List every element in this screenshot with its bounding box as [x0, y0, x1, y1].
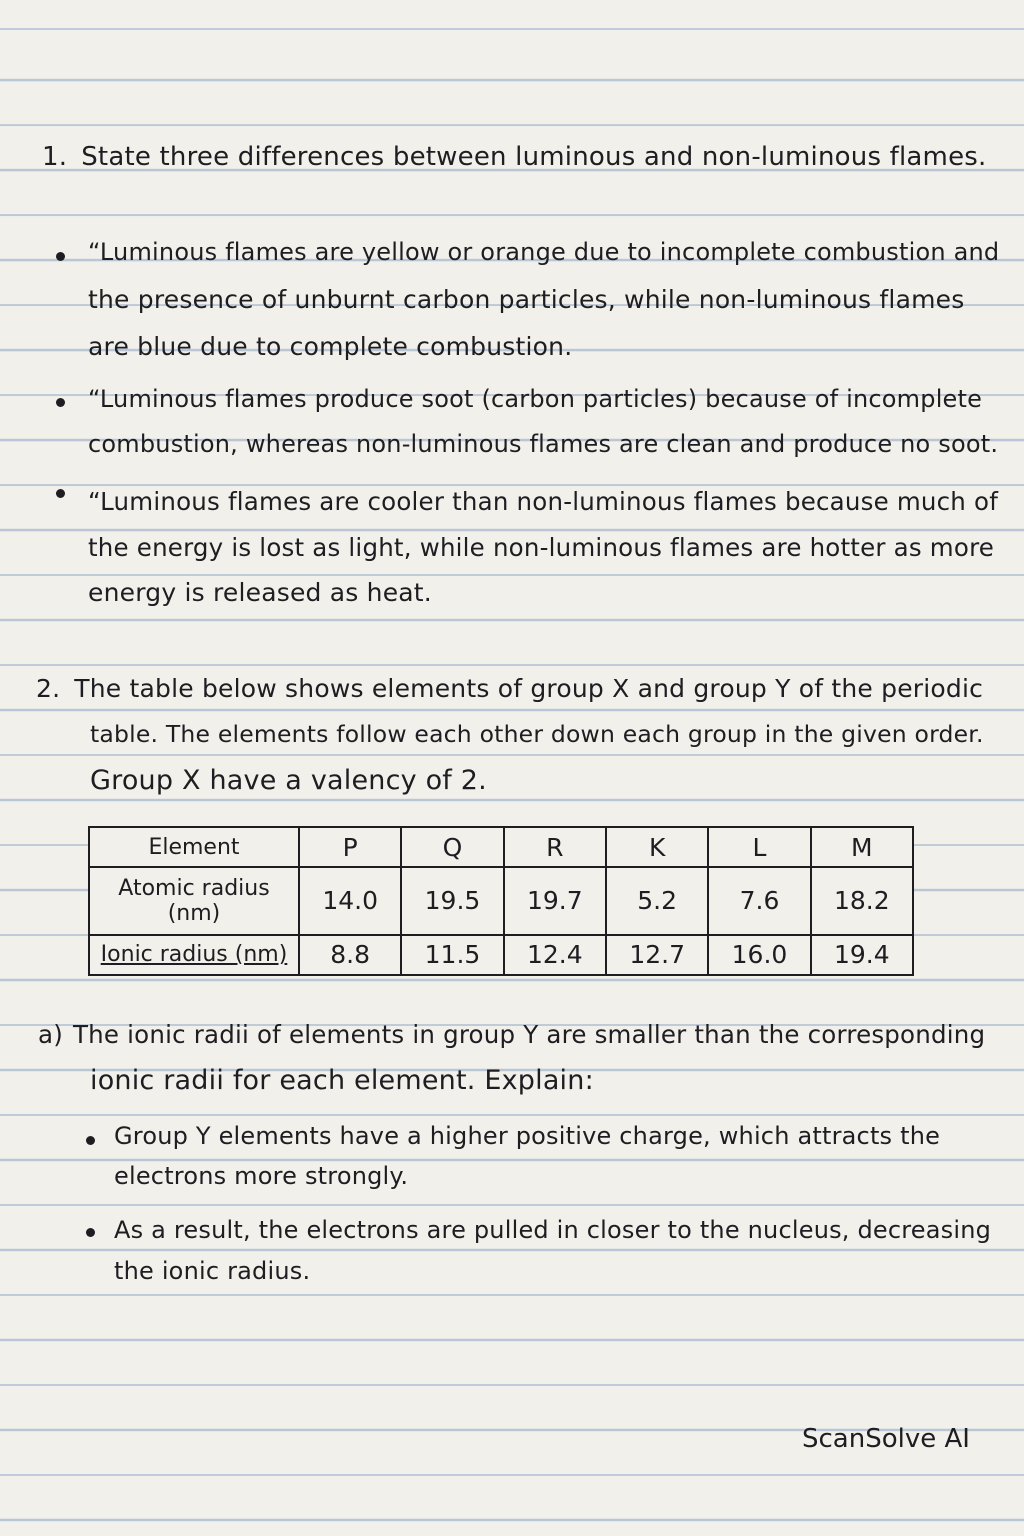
brand-watermark: ScanSolve AI [802, 1424, 970, 1454]
table-header-cell: Q [401, 827, 503, 867]
table-row [89, 935, 913, 975]
table-row-label: Atomic radius (nm) [89, 867, 299, 935]
part-a-answer-2-line-2: the ionic radius. [114, 1257, 311, 1285]
table-cell: 18.2 [811, 867, 913, 935]
question-1-number: 1. [42, 142, 68, 172]
table-cell: 14.0 [299, 867, 401, 935]
table-cell: 11.5 [401, 935, 503, 975]
part-a-line-2: ionic radii for each element. Explain: [90, 1065, 594, 1096]
table-header-cell: L [708, 827, 810, 867]
table-cell: 16.0 [708, 935, 810, 975]
question-2-number: 2. [36, 674, 61, 703]
table-header-cell: Element [89, 827, 299, 867]
bullet-icon [56, 489, 65, 498]
question-1-text: State three differences between luminous and non-luminous flames. [81, 142, 987, 172]
q1-answer-2-line-2: combustion, whereas non-luminous flames are clean and produce no soot. [88, 430, 999, 458]
question-2-line-3: Group X have a valency of 2. [90, 765, 487, 796]
part-a-label: a) [38, 1020, 63, 1049]
bullet-icon [56, 398, 65, 407]
question-2-text-1: The table below shows elements of group X and group Y of the periodic [74, 674, 984, 703]
part-a-line-1 [38, 1020, 985, 1049]
q1-answer-2-line-1: “Luminous flames produce soot (carbon particles) because of incomplete [88, 385, 983, 413]
bullet-icon [86, 1228, 95, 1237]
part-a-text-1: The ionic radii of elements in group Y are smaller than the corresponding [72, 1020, 986, 1049]
q1-answer-1-line-1: “Luminous flames are yellow or orange due to incomplete combustion and [88, 238, 1000, 266]
q1-answer-3-line-3: energy is released as heat. [88, 578, 432, 607]
table-header-cell: R [504, 827, 606, 867]
table-header-cell: P [299, 827, 401, 867]
table-header-row [89, 827, 913, 867]
table-row [89, 867, 913, 935]
q1-answer-1-line-2: the presence of unburnt carbon particles, while non-luminous flames [88, 285, 965, 314]
table-cell: 12.4 [504, 935, 606, 975]
table-cell: 19.5 [401, 867, 503, 935]
table-cell: 19.7 [504, 867, 606, 935]
question-2-line-2: table. The elements follow each other down each group in the given order. [90, 720, 984, 748]
table-cell: 19.4 [811, 935, 913, 975]
part-a-answer-2-line-1: As a result, the electrons are pulled in closer to the nucleus, decreasing [114, 1216, 992, 1244]
question-2-line-1 [36, 674, 983, 704]
part-a-answer-1-line-1: Group Y elements have a higher positive charge, which attracts the [114, 1122, 941, 1150]
bullet-icon [56, 252, 65, 261]
q1-answer-1-line-3: are blue due to complete combustion. [88, 332, 573, 361]
question-1 [42, 142, 987, 173]
element-data-table [88, 826, 914, 976]
table-cell: 8.8 [299, 935, 401, 975]
q1-answer-3-line-2: the energy is lost as light, while non-luminous flames are hotter as more [88, 533, 995, 562]
ionic-radius-label: Ionic radius (nm) [100, 942, 288, 968]
table-cell: 12.7 [606, 935, 708, 975]
table-cell: 7.6 [708, 867, 810, 935]
part-a-answer-1-line-2: electrons more strongly. [114, 1162, 409, 1190]
q1-answer-3-line-1: “Luminous flames are cooler than non-luminous flames because much of [88, 487, 999, 516]
table-cell: 5.2 [606, 867, 708, 935]
table-row-label [89, 935, 299, 975]
table-header-cell: K [606, 827, 708, 867]
table-header-cell: M [811, 827, 913, 867]
bullet-icon [86, 1136, 95, 1145]
